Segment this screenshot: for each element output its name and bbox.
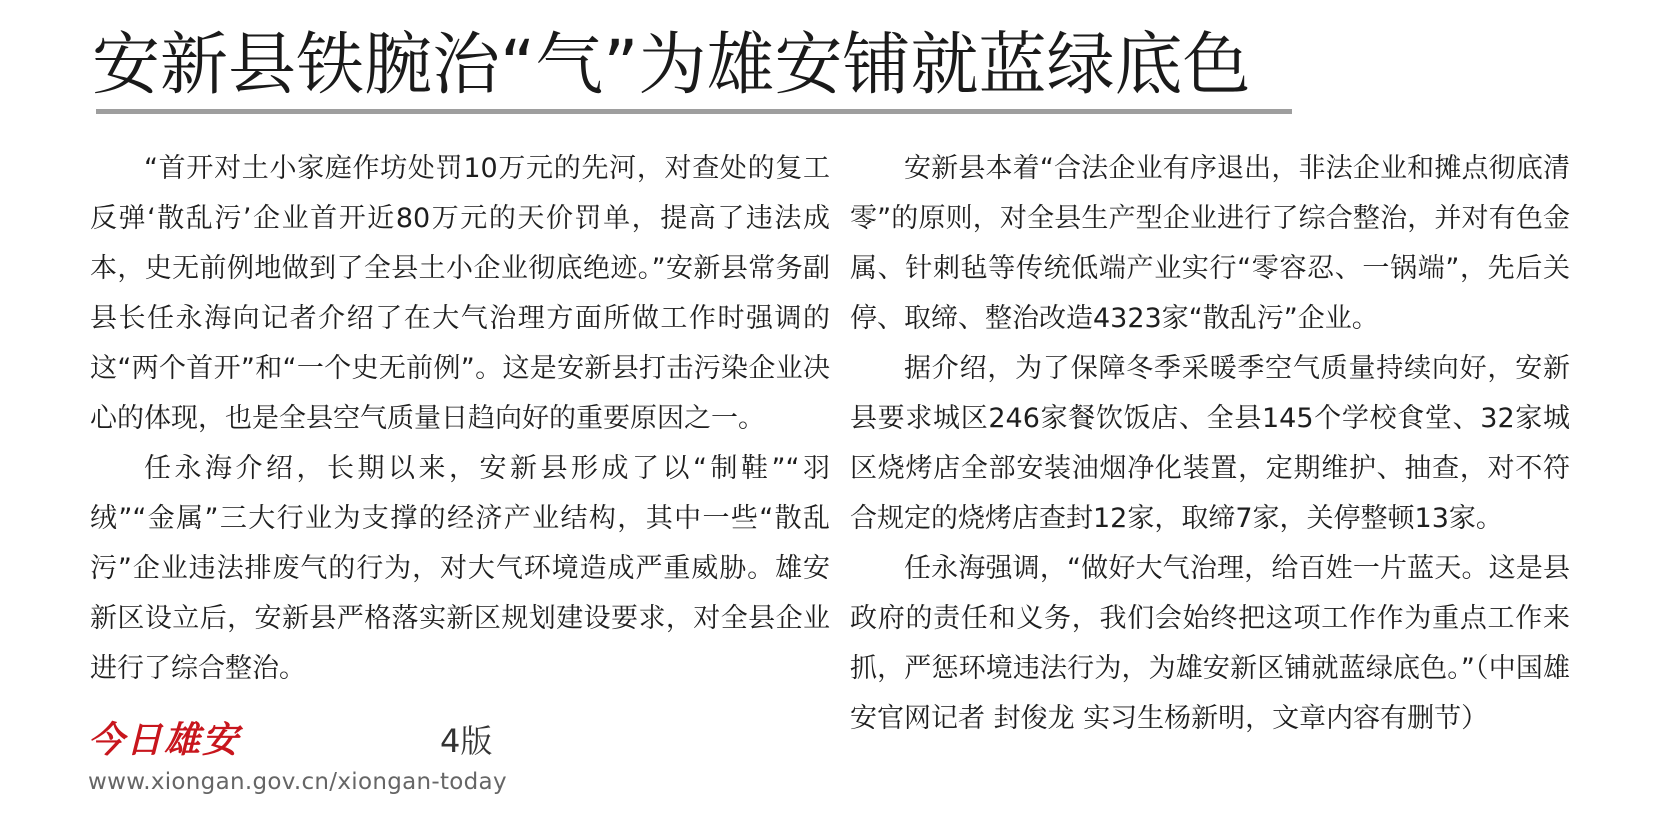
article-paragraph: 安新县本着“合法企业有序退出，非法企业和摊点彻底清零”的原则，对全县生产型企业进行了综合整治，并对有色金属、针刺毡等传统低端产业实行“零容忍、一锅端”，先后关停、取缔、整治改造4323家“散乱污”企业。 — [850, 153, 1570, 334]
article-headline: 安新县铁腕治“气”为雄安铺就蓝绿底色 — [92, 26, 1251, 105]
article-paragraph: “首开对土小家庭作坊处罚10万元的先河，对查处的复工反弹‘散乱污’企业首开近80万元的天价罚单，提高了违法成本，史无前例地做到了全县土小企业彻底绝迹。”安新县常务副县长任永海向记者介绍了在大气治理方面所做工作时强调的这“两个首开”和“一个史无前例”。这是安新县打击污染企业决心的体现，也是全县空气质量日趋向好的重要原因之一。 — [90, 153, 830, 434]
article-paragraph: 据介绍，为了保障冬季采暖季空气质量持续向好，安新县要求城区246家餐饮饭店、全县145个学校食堂、32家城区烧烤店全部安装油烟净化装置，定期维护、抽查，对不符合规定的烧烤店查封12家，取缔7家，关停整顿13家。 — [850, 353, 1570, 534]
article-column-left — [90, 144, 830, 694]
publication-url: www.xiongan.gov.cn/xiongan-today — [88, 769, 507, 795]
article-column-right — [850, 144, 1570, 744]
article-paragraph: 任永海强调，“做好大气治理，给百姓一片蓝天。这是县政府的责任和义务，我们会始终把这项工作作为重点工作来抓，严惩环境违法行为，为雄安新区铺就蓝绿底色。”（中国雄安官网记者 封俊龙 实习生杨新明，文章内容有删节） — [850, 553, 1570, 734]
headline-divider — [96, 109, 1292, 114]
article-paragraph: 任永海介绍，长期以来，安新县形成了以“制鞋”“羽绒”“金属”三大行业为支撑的经济产业结构，其中一些“散乱污”企业违法排废气的行为，对大气环境造成严重威胁。雄安新区设立后，安新县严格落实新区规划建设要求，对全县企业进行了综合整治。 — [90, 453, 830, 684]
edition-number: 4版 — [440, 722, 493, 760]
publication-logo: 今日雄安 — [88, 719, 241, 761]
